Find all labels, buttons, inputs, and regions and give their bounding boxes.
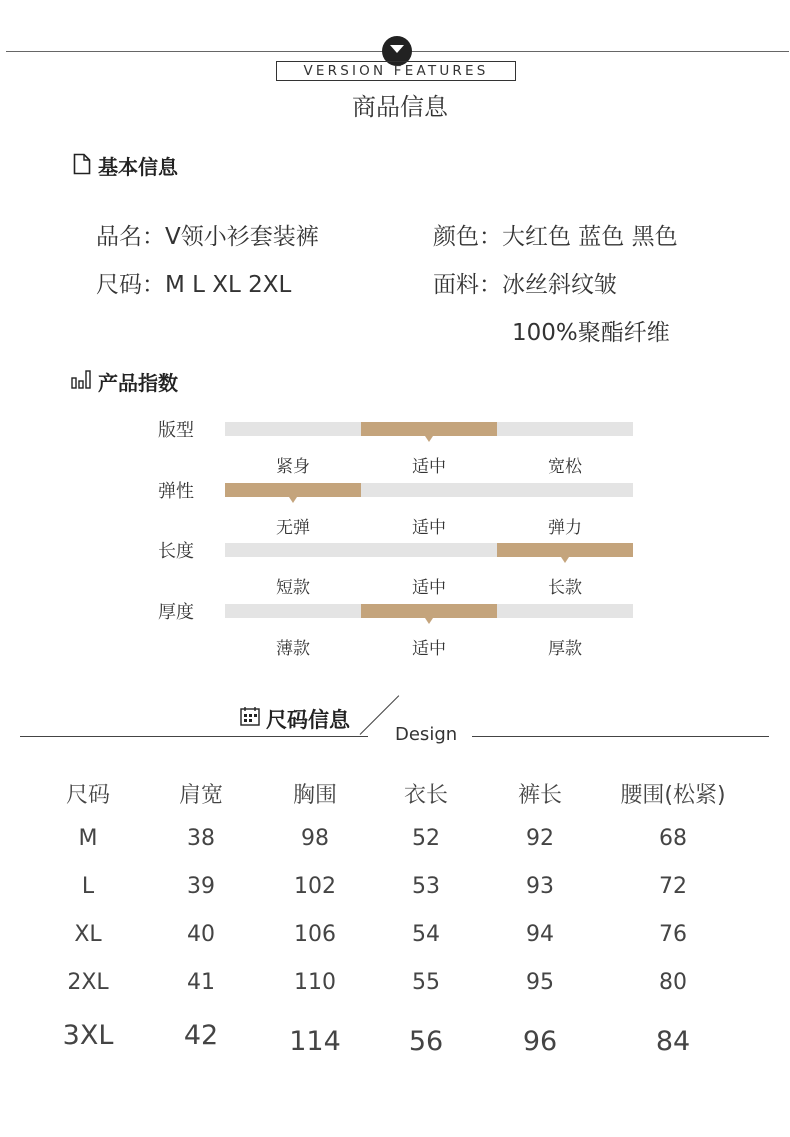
header-divider-left (6, 51, 384, 52)
design-divider-right (472, 736, 769, 737)
index-pointer (561, 557, 569, 563)
index-row-label: 版型 (158, 420, 194, 441)
size-table-cell: 84 (655, 1026, 691, 1057)
design-slash (360, 695, 400, 735)
size-table-cell: 40 (187, 922, 215, 947)
size-table-cell: 38 (187, 826, 215, 851)
fabric-label: 面料： (433, 272, 502, 298)
size-table-cell: 95 (526, 970, 554, 995)
index-row-label: 长度 (158, 541, 194, 562)
page-title: 商品信息 (352, 93, 448, 121)
size-value: M L XL 2XL (165, 272, 292, 298)
size-table-cell: 54 (412, 922, 440, 947)
product-index-title: 产品指数 (98, 371, 178, 395)
size-table-cell: 80 (659, 970, 687, 995)
header-divider-right (411, 51, 789, 52)
size-table-cell: 94 (526, 922, 554, 947)
bar-chart-icon (71, 369, 93, 389)
index-option: 紧身 (276, 457, 310, 477)
size-table-cell: 41 (187, 970, 215, 995)
size-table-cell: 2XL (67, 970, 109, 995)
index-option: 厚款 (548, 638, 582, 659)
size-label: 尺码： (96, 272, 165, 298)
size-table-cell: 3XL (62, 1020, 114, 1051)
size-row (96, 266, 291, 299)
size-table-header: 肩宽 (178, 783, 223, 808)
basic-info-title: 基本信息 (98, 155, 178, 179)
index-selected-segment (225, 483, 361, 497)
index-selected-segment (497, 543, 633, 557)
index-option: 适中 (412, 578, 446, 598)
index-option: 宽松 (548, 457, 582, 477)
index-row-label: 厚度 (158, 601, 194, 623)
size-table-cell: 72 (659, 874, 687, 899)
index-selected-segment (361, 604, 497, 618)
size-table-header: 尺码 (65, 783, 110, 808)
size-table-cell: 76 (659, 922, 687, 947)
size-table-cell: 92 (526, 826, 554, 851)
size-table-cell: 106 (294, 922, 336, 947)
calendar-icon (240, 706, 260, 726)
size-table-cell: XL (74, 922, 102, 947)
size-table-cell: 114 (289, 1026, 341, 1057)
color-row (433, 218, 678, 251)
index-option: 适中 (412, 457, 446, 477)
color-label: 颜色： (433, 224, 502, 250)
size-table-cell: L (81, 874, 95, 899)
size-table-cell: 68 (659, 826, 687, 851)
index-pointer (425, 618, 433, 624)
index-option: 适中 (412, 638, 446, 659)
color-value: 大红色 蓝色 黑色 (502, 224, 678, 250)
index-option: 弹力 (548, 517, 582, 538)
fabric-value: 冰丝斜纹皱 (502, 272, 617, 298)
index-track (225, 483, 633, 497)
index-option: 长款 (548, 578, 582, 598)
index-option: 无弹 (276, 517, 310, 538)
index-pointer (425, 436, 433, 442)
size-table-cell: 56 (408, 1026, 444, 1057)
name-label: 品名： (96, 224, 165, 250)
design-label: Design (395, 724, 458, 745)
size-table-cell: 110 (294, 970, 336, 995)
index-track (225, 422, 633, 436)
size-table-cell: 96 (522, 1026, 558, 1057)
size-table-cell: 53 (412, 874, 440, 899)
index-track (225, 543, 633, 557)
size-table-cell: 52 (412, 826, 440, 851)
fabric-row (433, 266, 617, 299)
size-table-cell: 42 (183, 1020, 219, 1051)
index-track (225, 604, 633, 618)
fabric-composition: 100%聚酯纤维 (512, 320, 670, 346)
size-table-cell: 39 (187, 874, 215, 899)
index-row-label: 弹性 (158, 480, 194, 502)
index-selected-segment (361, 422, 497, 436)
size-table-header: 胸围 (292, 783, 337, 808)
index-option: 薄款 (276, 638, 310, 659)
size-table-cell: 102 (294, 874, 336, 899)
design-divider-left (20, 736, 368, 737)
index-pointer (289, 497, 297, 503)
size-info-title: 尺码信息 (266, 708, 350, 732)
size-table-header: 裤长 (517, 783, 562, 808)
document-icon (73, 153, 91, 175)
size-table-cell: 93 (526, 874, 554, 899)
size-table-cell: 98 (301, 826, 329, 851)
index-option: 短款 (276, 578, 310, 598)
size-table-cell: M (78, 826, 98, 851)
index-option: 适中 (412, 517, 446, 538)
size-table-cell: 55 (412, 970, 440, 995)
product-name-row (96, 218, 319, 251)
version-features-label: VERSION FEATURES (276, 61, 516, 81)
name-value: V领小衫套装裤 (165, 224, 319, 250)
size-table-header: 腰围(松紧) (620, 783, 726, 808)
size-table-header: 衣长 (403, 783, 448, 808)
